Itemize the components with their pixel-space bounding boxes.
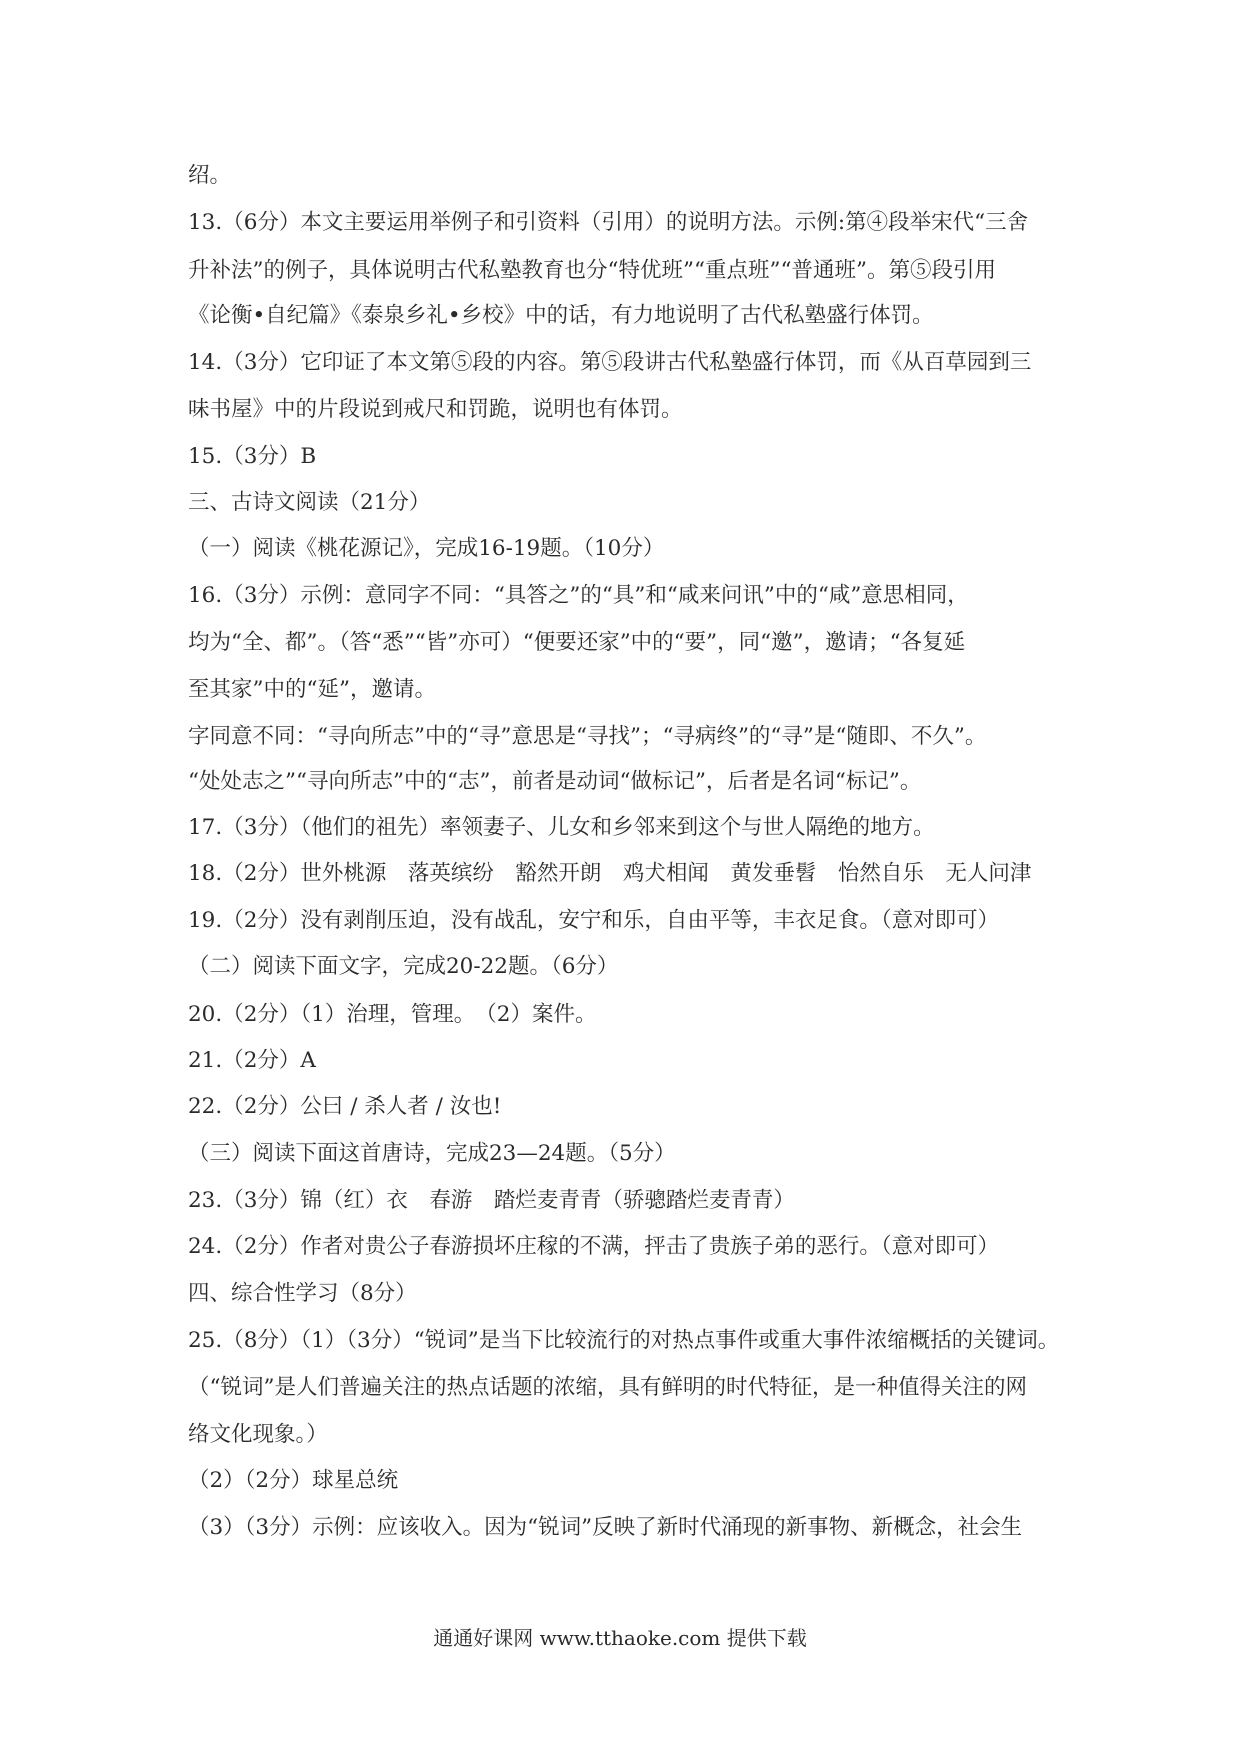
text-line: “处处志之”“寻向所志”中的“志”，前者是动词“做标记”，后者是名词“标记”。 <box>188 769 922 794</box>
text-line: 至其家”中的“延”，邀请。 <box>188 677 436 702</box>
text-line: 25.（8分）（1）（3分）“锐词”是当下比较流行的对热点事件或重大事件浓缩概括的关键词。 <box>188 1328 1060 1353</box>
text-line: 《论衡•自纪篇》《泰泉乡礼•乡校》中的话，有力地说明了古代私塾盛行体罚。 <box>188 303 934 328</box>
text-line: 19.（2分）没有剥削压迫，没有战乱，安宁和乐，自由平等，丰衣足食。（意对即可） <box>188 908 1000 933</box>
text-line: 升补法”的例子，具体说明古代私塾教育也分“特优班”“重点班”“普通班”。第⑤段引用 <box>188 258 996 283</box>
text-line: （一）阅读《桃花源记》，完成16-19题。（10分） <box>188 536 665 561</box>
text-line: （二）阅读下面文字，完成20-22题。（6分） <box>188 954 619 979</box>
text-line: 21.（2分）A <box>188 1048 316 1073</box>
text-line: （2）（2分）球星总统 <box>188 1468 399 1493</box>
text-line: 17.（3分）（他们的祖先）率领妻子、儿女和乡邻来到这个与世人隔绝的地方。 <box>188 815 935 840</box>
text-line: 23.（3分）锦（红）衣 春游 踏烂麦青青（骄骢踏烂麦青青） <box>188 1188 795 1213</box>
text-line: 16.（3分）示例：意同字不同：“具答之”的“具”和“咸来问讯”中的“咸”意思相同， <box>188 583 969 608</box>
text-line: 14.（3分）它印证了本文第⑤段的内容。第⑤段讲古代私塾盛行体罚，而《从百草园到三 <box>188 350 1032 375</box>
text-line: 字同意不同：“寻向所志”中的“寻”意思是“寻找”；“寻病终”的“寻”是“随即、不久”。 <box>188 724 987 749</box>
text-line: 24.（2分）作者对贵公子春游损坏庄稼的不满，抨击了贵族子弟的恶行。（意对即可） <box>188 1234 1000 1259</box>
text-line: 22.（2分）公曰 / 杀人者 / 汝也! <box>188 1094 502 1119</box>
text-line: （3）（3分）示例：应该收入。因为“锐词”反映了新时代涌现的新事物、新概念，社会生 <box>188 1515 1023 1540</box>
text-line: 15.（3分）B <box>188 444 317 469</box>
text-line: 络文化现象。） <box>188 1422 328 1447</box>
text-line: 13.（6分）本文主要运用举例子和引资料（引用）的说明方法。示例:第④段举宋代“三舍 <box>188 210 1029 235</box>
text-line: 均为“全、都”。（答“悉”“皆”亦可）“便要还家”中的“要”，同“邀”，邀请；“各复延 <box>188 630 966 655</box>
text-line: 20.（2分）（1）治理，管理。 （2）案件。 <box>188 1002 597 1027</box>
text-line: 三、古诗文阅读（21分） <box>188 490 431 515</box>
text-line: 18.（2分）世外桃源 落英缤纷 豁然开朗 鸡犬相闻 黄发垂髫 怡然自乐 无人问津 <box>188 861 1032 886</box>
text-line: 味书屋》中的片段说到戒尺和罚跪，说明也有体罚。 <box>188 397 683 422</box>
page-footer: 通通好课网 www.tthaoke.com 提供下载 <box>433 1626 807 1650</box>
text-line: 绍。 <box>188 163 232 188</box>
text-line: （三）阅读下面这首唐诗，完成23—24题。（5分） <box>188 1141 676 1166</box>
text-line: 四、综合性学习（8分） <box>188 1281 417 1306</box>
text-line: （“锐词”是人们普遍关注的热点话题的浓缩，具有鲜明的时代特征，是一种值得关注的网 <box>188 1375 1027 1400</box>
